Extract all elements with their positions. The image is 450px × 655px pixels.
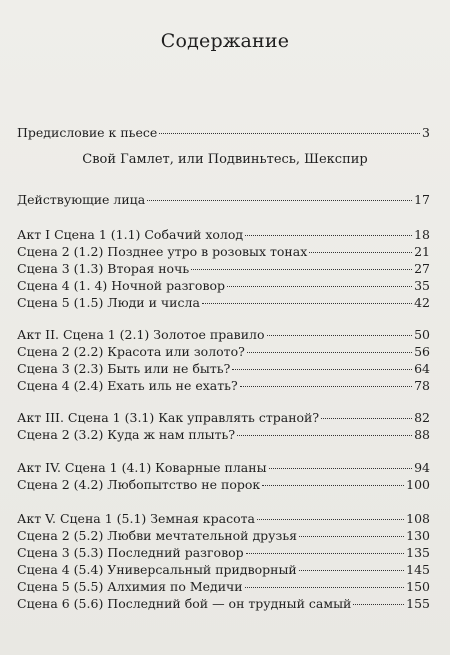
dot-leader [245, 235, 412, 236]
toc-entry-act1-scene5 [17, 294, 430, 312]
toc-page-number: 82 [414, 410, 430, 425]
toc-entry-title: Акт II. Сцена 1 (2.1) Золотое правило [17, 327, 265, 342]
toc-entry-title: Сцена 2 (5.2) Любви мечтательной друзья [17, 528, 298, 543]
toc-entry-title: Сцена 6 (5.6) Последний бой — он трудный самый [17, 596, 352, 611]
toc-page-number: 155 [406, 596, 430, 611]
toc-entry-title: Сцена 5 (5.5) Алхимия по Медичи [17, 579, 243, 594]
toc-entry-act2-scene1 [17, 326, 430, 344]
toc-entry-title: Предисловие к пьесе [17, 125, 158, 140]
toc-page-number: 50 [414, 327, 430, 342]
toc-entry-title: Действующие лица [17, 192, 146, 207]
toc-page-number: 135 [406, 545, 430, 560]
toc-page-number: 42 [414, 295, 430, 310]
toc-entry-title: Сцена 2 (1.2) Позднее утро в розовых тонах [17, 244, 308, 259]
toc-entry-title: Акт I Сцена 1 (1.1) Собачий холод [17, 227, 244, 242]
toc-entry-act1-scene4 [17, 277, 430, 295]
toc-page-number: 88 [414, 427, 430, 442]
toc-entry-preface [17, 124, 430, 142]
book-subtitle: Свой Гамлет, или Подвиньтесь, Шекспир [82, 152, 368, 167]
toc-entry-act2-scene4 [17, 377, 430, 395]
dot-leader [269, 468, 413, 469]
dot-leader [227, 286, 412, 287]
toc-entry-act5-scene6 [17, 595, 430, 613]
dot-leader [257, 519, 404, 520]
toc-entry-title: Сцена 3 (1.3) Вторая ночь [17, 261, 190, 276]
toc-entry-act5-scene3 [17, 544, 430, 562]
page-title: Содержание [160, 30, 290, 52]
toc-page-number: 150 [406, 579, 430, 594]
toc-page-number: 27 [414, 261, 430, 276]
toc-page-number: 3 [422, 125, 430, 140]
dot-leader [245, 587, 404, 588]
toc-entry-act2-scene2 [17, 343, 430, 361]
dot-leader [246, 553, 405, 554]
toc-page-number: 100 [406, 477, 430, 492]
toc-entry-title: Сцена 2 (2.2) Красота или золото? [17, 344, 245, 359]
dot-leader [202, 303, 412, 304]
toc-page-number: 56 [414, 344, 430, 359]
toc-entry-title: Акт IV. Сцена 1 (4.1) Коварные планы [17, 460, 267, 475]
toc-entry-act1-scene1 [17, 226, 430, 244]
toc-entry-title: Сцена 3 (5.3) Последний разговор [17, 545, 244, 560]
toc-page-number: 145 [406, 562, 430, 577]
toc-page-number: 78 [414, 378, 430, 393]
dot-leader [353, 604, 404, 605]
toc-entry-act5-scene2 [17, 527, 430, 545]
toc-entry-title: Сцена 4 (2.4) Ехать иль не ехать? [17, 378, 238, 393]
toc-entry-title: Акт III. Сцена 1 (3.1) Как управлять страной? [17, 410, 320, 425]
dot-leader [309, 252, 412, 253]
toc-page-number: 35 [414, 278, 430, 293]
dot-leader [159, 133, 420, 134]
toc-entry-act1-scene2 [17, 243, 430, 261]
toc-page-number: 64 [414, 361, 430, 376]
dot-leader [299, 536, 404, 537]
dot-leader [247, 352, 412, 353]
toc-entry-title: Сцена 2 (3.2) Куда ж нам плыть? [17, 427, 236, 442]
dot-leader [267, 335, 413, 336]
toc-page-number: 130 [406, 528, 430, 543]
toc-entry-act4-scene1 [17, 459, 430, 477]
toc-entry-act5-scene5 [17, 578, 430, 596]
toc-entry-act3-scene1 [17, 409, 430, 427]
toc-entry-act3-scene2 [17, 426, 430, 444]
toc-entry-title: Сцена 4 (1. 4) Ночной разговор [17, 278, 226, 293]
dot-leader [232, 369, 412, 370]
toc-entry-act5-scene4 [17, 561, 430, 579]
toc-page-number: 18 [414, 227, 430, 242]
toc-entry-act2-scene3 [17, 360, 430, 378]
toc-page-number: 94 [414, 460, 430, 475]
toc-entry-title: Сцена 3 (2.3) Быть или не быть? [17, 361, 231, 376]
dot-leader [299, 570, 404, 571]
toc-entry-title: Сцена 2 (4.2) Любопытство не порок [17, 477, 261, 492]
toc-page-number: 108 [406, 511, 430, 526]
toc-entry-act5-scene1 [17, 510, 430, 528]
dot-leader [240, 386, 412, 387]
dot-leader [262, 485, 404, 486]
toc-entry-characters [17, 191, 430, 209]
toc-entry-act4-scene2 [17, 476, 430, 494]
dot-leader [237, 435, 412, 436]
toc-entry-title: Акт V. Сцена 1 (5.1) Земная красота [17, 511, 255, 526]
dot-leader [321, 418, 412, 419]
toc-page-number: 21 [414, 244, 430, 259]
dot-leader [191, 269, 412, 270]
toc-entry-title: Сцена 4 (5.4) Универсальный придворный [17, 562, 297, 577]
toc-page-number: 17 [414, 192, 430, 207]
toc-entry-act1-scene3 [17, 260, 430, 278]
dot-leader [147, 200, 412, 201]
toc-entry-title: Сцена 5 (1.5) Люди и числа [17, 295, 200, 310]
